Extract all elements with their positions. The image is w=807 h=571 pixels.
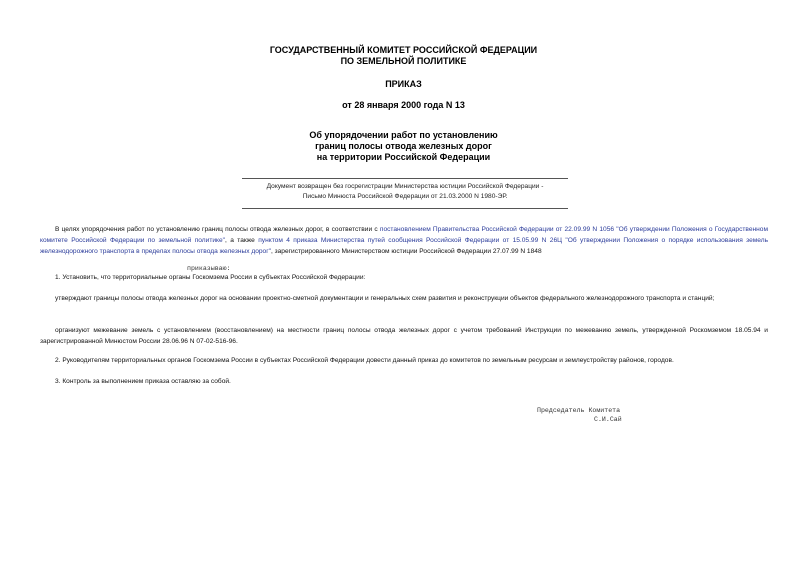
item-3: 3. Контроль за выполнением приказа оставляю за собой. bbox=[55, 378, 231, 385]
org-name-line1: ГОСУДАРСТВЕННЫЙ КОМИТЕТ РОССИЙСКОЙ ФЕДЕРАЦИИ bbox=[269, 45, 538, 55]
intro-text-1: В целях упорядочения работ по установлению границ полосы отвода железных дорог, в соответствии с bbox=[55, 226, 380, 233]
doc-title-line2: границ полосы отвода железных дорог bbox=[315, 141, 492, 151]
item-1: 1. Установить, что территориальные органы Госкомзема России в субъектах Российской Федерации: bbox=[55, 274, 366, 281]
notice-bottom-divider bbox=[242, 208, 568, 209]
doc-date: от 28 января 2000 года N 13 bbox=[342, 100, 465, 110]
intro-text-2: , а также bbox=[225, 237, 259, 244]
item-1a: утверждают границы полосы отвода железных дорог на основании проектно-сметной документации и генеральных схем развития и реконструкции объектов федерального железнодорожного транспорта и станций; bbox=[55, 295, 715, 302]
doc-type: ПРИКАЗ bbox=[385, 79, 422, 89]
notice-line1: Документ возвращен без госрегистрации Министерства юстиции Российской Федерации - bbox=[266, 183, 544, 190]
notice-top-divider bbox=[242, 178, 568, 179]
ministry-order-link[interactable]: пунктом 4 приказа Министерства путей сообщения Российской Федерации от 15.05.99 N 26Ц "Об утверждении Положения о порядке использования земель железнодорожного транспорта в пределах полосы отвода железных дорог" bbox=[40, 237, 769, 255]
signature-position: Председатель Комитета bbox=[537, 407, 621, 414]
signature-name: С.И.Сай bbox=[594, 416, 622, 423]
notice-line2: Письмо Минюста Российской Федерации от 21.03.2000 N 1980-ЭР. bbox=[302, 193, 508, 200]
intro-text-3: , зарегистрированного Министерством юстиции Российской Федерации 27.07.99 N 1848 bbox=[270, 248, 542, 255]
order-word: приказываю: bbox=[187, 265, 231, 272]
org-name-line2: ПО ЗЕМЕЛЬНОЙ ПОЛИТИКЕ bbox=[340, 56, 467, 66]
intro-paragraph bbox=[40, 224, 768, 257]
item-2: 2. Руководителям территориальных органов Госкомзема России в субъектах Российской Федерации довести данный приказ до комитетов по земельным ресурсам и землеустройству районов, городов. bbox=[55, 357, 674, 364]
item-1b: организуют межевание земель с установлением (восстановлением) на местности границ полосы отвода железных дорог с учетом требований Инструкции по межеванию земель, утвержденной Роскомземом 18.05.94 и зарегистрированной Минюстом России 28.06.96 N 07-02-516-96. bbox=[40, 327, 768, 345]
government-resolution-link[interactable]: постановлением Правительства Российской Федерации от 22.09.99 N 1056 "Об утверждении Положения о Государственном комитете Российской Федерации по земельной политике" bbox=[40, 226, 768, 244]
doc-title-line1: Об упорядочении работ по установлению bbox=[309, 130, 498, 140]
doc-title-line3: на территории Российской Федерации bbox=[316, 152, 491, 162]
